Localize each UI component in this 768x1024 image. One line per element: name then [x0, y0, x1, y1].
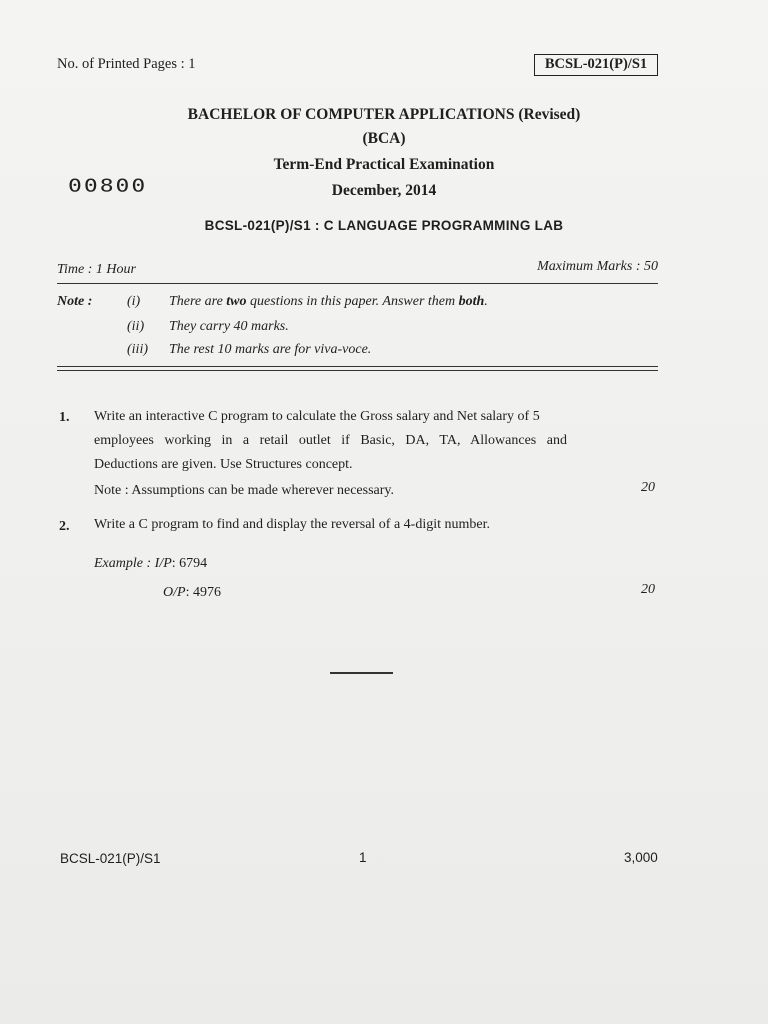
footer-page-number: 1 [359, 850, 367, 865]
question-2-number: 2. [59, 519, 70, 534]
note-item-2: They carry 40 marks. [169, 319, 289, 334]
programme-title: BACHELOR OF COMPUTER APPLICATIONS (Revised) [187, 106, 581, 123]
programme-abbr: (BCA) [362, 130, 406, 147]
note-item-3: The rest 10 marks are for viva-voce. [169, 342, 372, 357]
subject-title: BCSL-021(P)/S1 : C LANGUAGE PROGRAMMING LAB [204, 218, 564, 233]
maximum-marks: Maximum Marks : 50 [537, 259, 658, 274]
footer-code: BCSL-021(P)/S1 [60, 851, 161, 866]
question-1-line-1: Write an interactive C program to calculate the Gross salary and Net salary of 5 [94, 409, 540, 424]
question-2-text: Write a C program to find and display the reversal of a 4-digit number. [94, 517, 490, 532]
serial-number: 00800 [68, 176, 148, 197]
divider-double-2 [57, 370, 658, 371]
question-1-note: Note : Assumptions can be made wherever necessary. [94, 483, 394, 498]
exam-type: Term-End Practical Examination [273, 156, 495, 173]
question-1-text [94, 405, 634, 477]
paper-code-box: BCSL-021(P)/S1 [534, 54, 658, 76]
note-item-1: There are two questions in this paper. Answer them both. [169, 294, 488, 309]
note-index-3: (iii) [127, 342, 148, 357]
time-allowed: Time : 1 Hour [57, 262, 136, 277]
note-index-1: (i) [127, 294, 141, 309]
exam-date: December, 2014 [331, 182, 437, 199]
note-index-2: (ii) [127, 319, 145, 334]
question-1-line-2: employees working in a retail outlet if Basic, DA, TA, Allowances and [94, 433, 567, 448]
divider-double-1 [57, 366, 658, 367]
footer-copies: 3,000 [624, 850, 658, 865]
question-1-line-3: Deductions are given. Use Structures concept. [94, 457, 353, 472]
end-rule [330, 672, 393, 674]
divider-top [57, 283, 658, 284]
example-output: O/P: 4976 [163, 585, 221, 600]
question-1-number: 1. [59, 410, 70, 425]
printed-pages: No. of Printed Pages : 1 [57, 56, 196, 72]
question-1-marks: 20 [641, 480, 655, 495]
question-2-marks: 20 [641, 582, 655, 597]
note-label: Note : [57, 294, 93, 309]
example-input: Example : I/P: 6794 [94, 556, 208, 571]
